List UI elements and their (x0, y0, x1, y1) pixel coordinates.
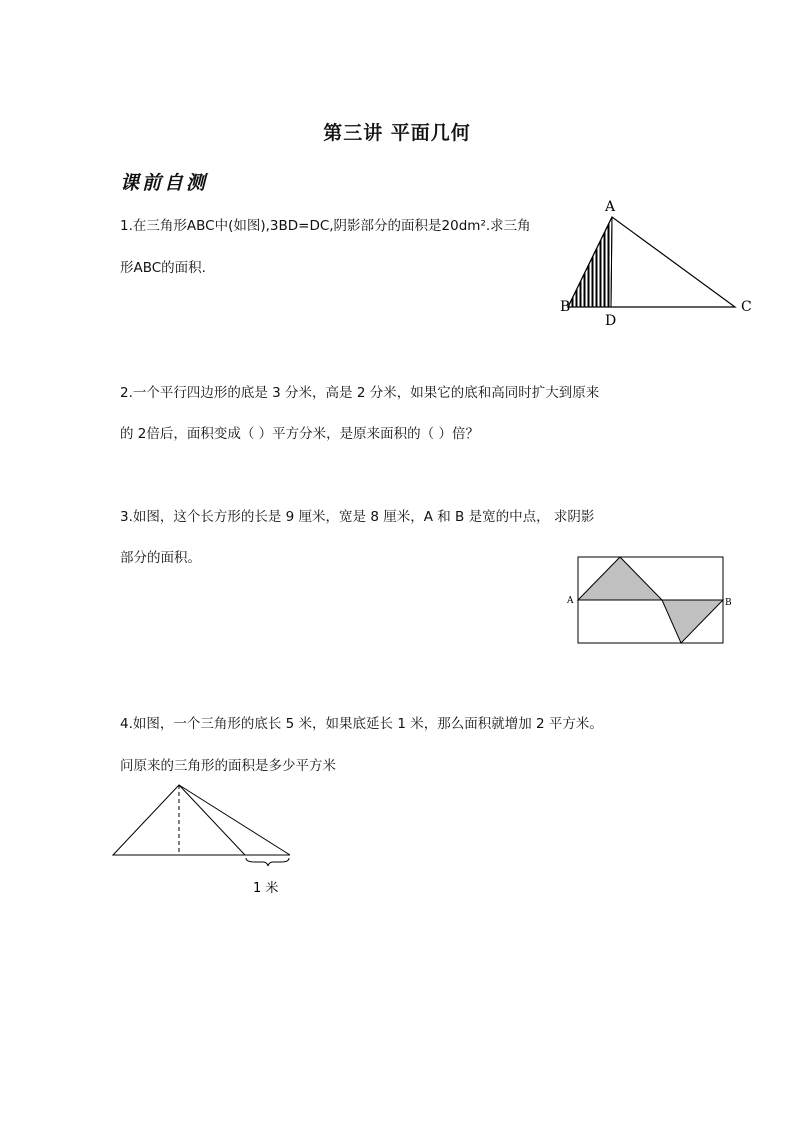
q3-label-b: B (725, 598, 732, 608)
q1-triangle-figure (555, 195, 765, 330)
q2-text-line2: 的 2倍后，面积变成（ ）平方分米，是原来面积的（ ）倍？ (120, 426, 479, 442)
q1-text-line1: 1.在三角形ABC中(如图),3BD=DC,阴影部分的面积是20dm².求三角 (120, 218, 531, 234)
q3-shaded-lower-triangle (662, 600, 723, 643)
q1-label-a: A (605, 199, 616, 215)
q2-text-line1: 2.一个平行四边形的底是 3 分米，高是 2 分米，如果它的底和高同时扩大到原来 (120, 385, 600, 401)
q1-label-c: C (741, 299, 752, 315)
q3-shaded-upper-triangle (578, 557, 662, 600)
q3-rectangle-figure (565, 555, 745, 650)
q4-text-line1: 4.如图，一个三角形的底长 5 米，如果底延长 1 米，那么面积就增加 2 平方米。 (120, 716, 603, 732)
q1-label-b: B (560, 299, 571, 315)
q4-extension-brace (246, 858, 289, 866)
q3-text-line2: 部分的面积。 (120, 550, 201, 566)
section-heading: 课前自测 (120, 172, 209, 194)
q1-label-d: D (605, 313, 617, 329)
q4-extension-label: 1 米 (253, 881, 279, 896)
q1-text-line2: 形ABC的面积. (120, 260, 206, 276)
q4-text-line2: 问原来的三角形的面积是多少平方米 (120, 758, 336, 774)
q3-label-a: A (567, 596, 574, 606)
page-title: 第三讲 平面几何 (323, 122, 471, 144)
q4-triangle-figure (105, 775, 305, 900)
q3-text-line1: 3.如图，这个长方形的长是 9 厘米，宽是 8 厘米，A 和 B 是宽的中点， 求阴影 (120, 509, 595, 525)
